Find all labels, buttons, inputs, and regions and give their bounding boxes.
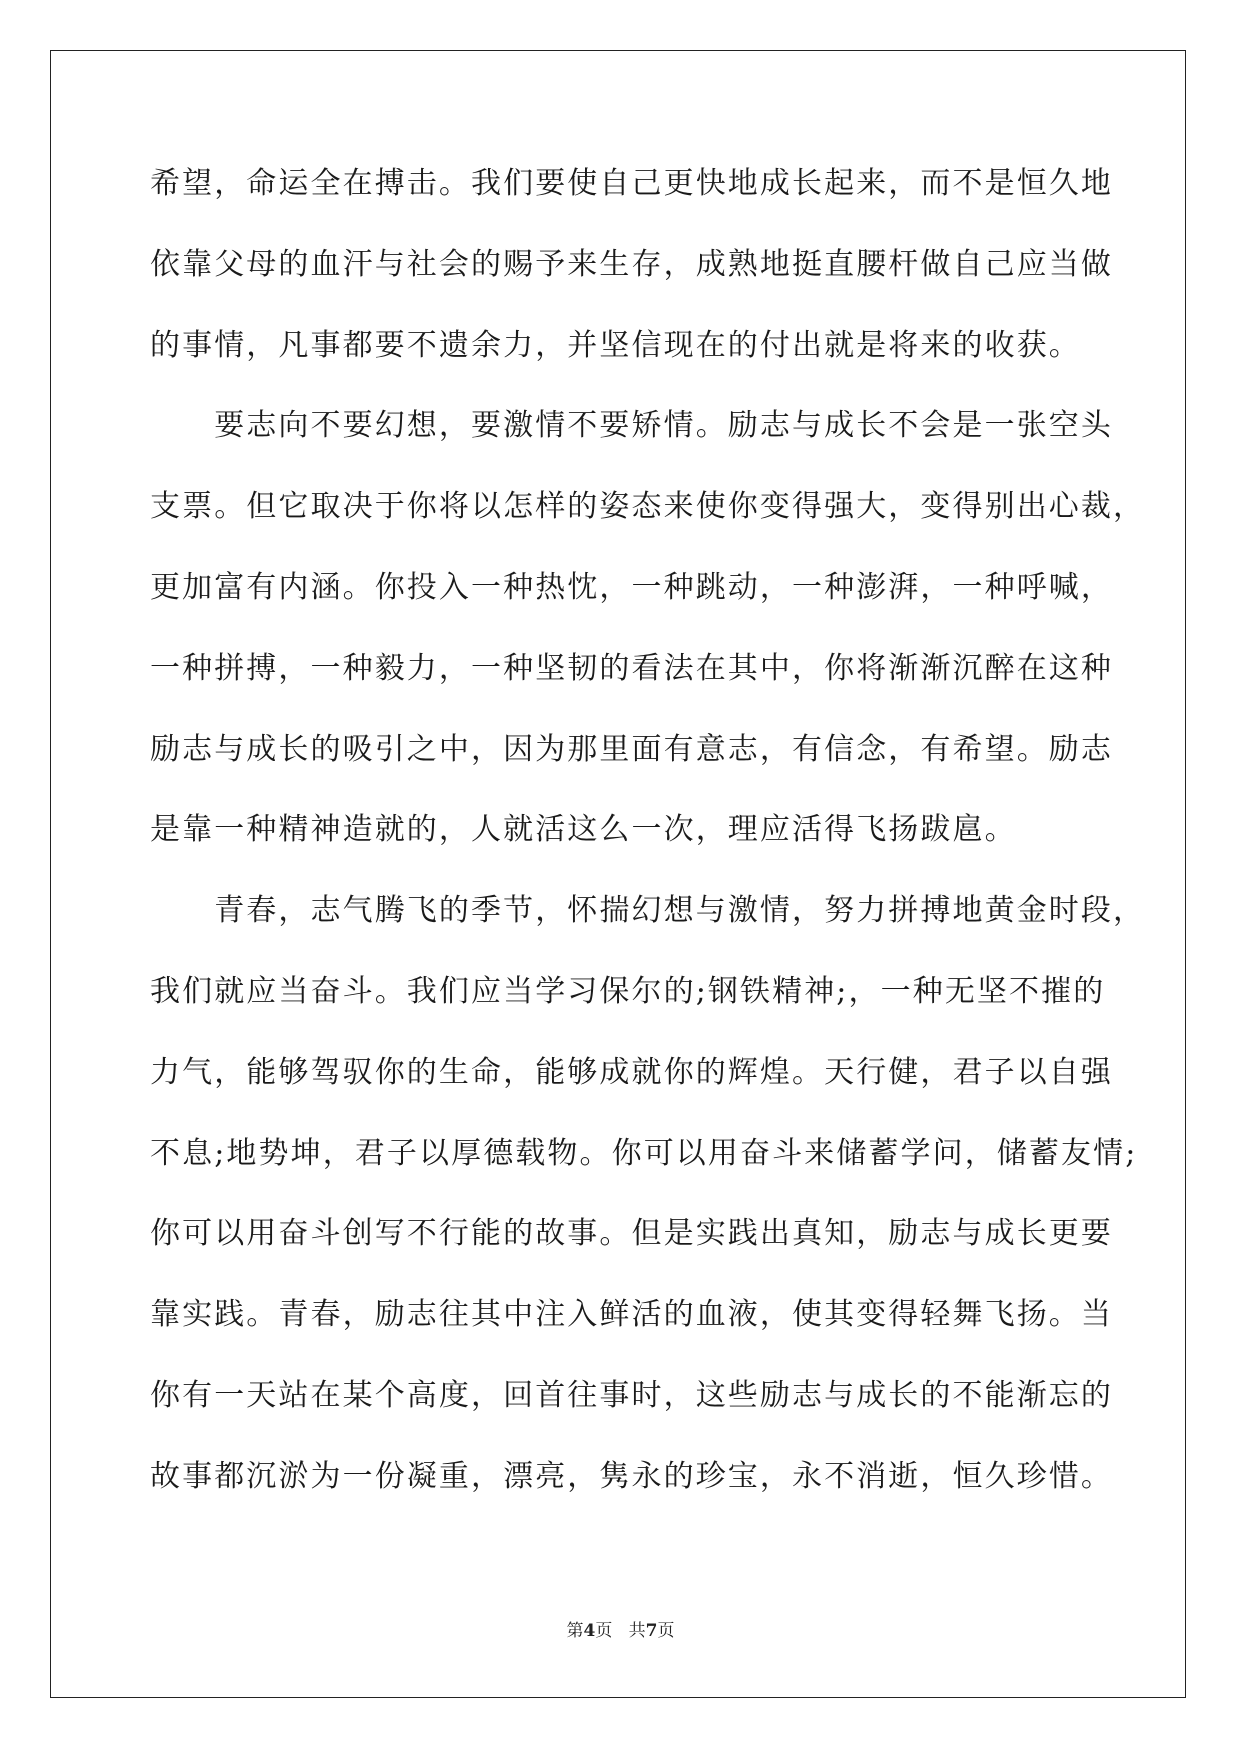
text-line: 你可以用奋斗创写不行能的故事。但是实践出真知，励志与成长更要	[150, 1216, 1113, 1252]
total-prefix: 共	[628, 1621, 646, 1641]
text-line: 靠实践。青春，励志往其中注入鲜活的血液，使其变得轻舞飞扬。当	[150, 1297, 1113, 1333]
document-body	[150, 164, 1146, 1538]
text-line: 的事情，凡事都要不遗余力，并坚信现在的付出就是将来的收获。	[150, 327, 1081, 363]
text-line: 依靠父母的血汗与社会的赐予来生存，成熟地挺直腰杆做自己应当做	[150, 246, 1113, 282]
text-line: 励志与成长的吸引之中，因为那里面有意志，有信念，有希望。励志	[150, 731, 1113, 767]
text-line: 力气，能够驾驭你的生命，能够成就你的辉煌。天行健，君子以自强	[150, 1054, 1113, 1090]
page-footer	[0, 1616, 1241, 1641]
total-unit: 页	[657, 1621, 675, 1641]
text-line: 青春，志气腾飞的季节，怀揣幻想与激情，努力拼搏地黄金时段，	[150, 893, 1146, 929]
page-prefix: 第	[566, 1621, 584, 1641]
text-line: 要志向不要幻想，要激情不要矫情。励志与成长不会是一张空头	[150, 408, 1113, 444]
text-line: 是靠一种精神造就的，人就活这么一次，理应活得飞扬跋扈。	[150, 812, 1017, 848]
text-line: 故事都沉淤为一份凝重，漂亮，隽永的珍宝，永不消逝，恒久珍惜。	[150, 1458, 1113, 1494]
text-line: 更加富有内涵。你投入一种热忱，一种跳动，一种澎湃，一种呼喊，	[150, 569, 1113, 605]
page-total: 7	[645, 1621, 658, 1641]
text-line: 我们就应当奋斗。我们应当学习保尔的;钢铁精神;，一种无坚不摧的	[150, 973, 1106, 1009]
text-line: 一种拼搏，一种毅力，一种坚韧的看法在其中，你将渐渐沉醉在这种	[150, 650, 1113, 686]
text-line: 支票。但它取决于你将以怎样的姿态来使你变得强大，变得别出心裁，	[150, 489, 1146, 525]
text-line: 你有一天站在某个高度，回首往事时，这些励志与成长的不能渐忘的	[150, 1377, 1113, 1413]
page-unit: 页	[595, 1621, 613, 1641]
text-line: 不息;地势坤，君子以厚德载物。你可以用奋斗来储蓄学问，储蓄友情;	[150, 1135, 1138, 1171]
text-line: 希望，命运全在搏击。我们要使自己更快地成长起来，而不是恒久地	[150, 166, 1113, 201]
page-current: 4	[583, 1621, 596, 1641]
